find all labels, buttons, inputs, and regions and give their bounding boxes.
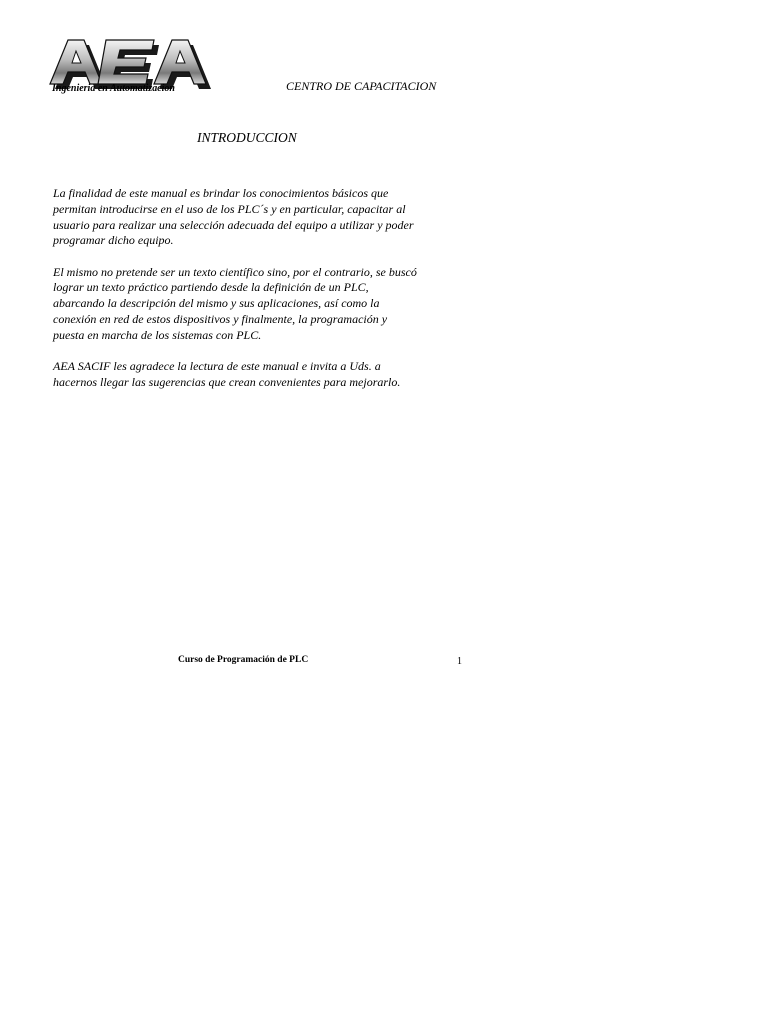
text-line: AEA SACIF les agradece la lectura de este manual e invita a Uds. a (53, 359, 381, 374)
paragraph (53, 186, 453, 249)
text-line: La finalidad de este manual es brindar los conocimientos básicos que (53, 186, 389, 200)
text-line: hacernos llegar las sugerencias que crean convenientes para mejorarlo. (53, 374, 401, 389)
text-line: lograr un texto práctico partiendo desde la definición de un PLC, (53, 280, 369, 295)
header-title: CENTRO DE CAPACITACION (286, 79, 437, 93)
text-line: conexión en red de estos dispositivos y finalmente, la programación y (53, 312, 388, 327)
paragraph (53, 265, 453, 344)
text-line: abarcando la descripción del mismo y sus aplicaciones, así como la (53, 296, 380, 311)
paragraph (53, 359, 453, 391)
text-line: programar dicho equipo. (53, 233, 174, 248)
page-number: 1 (457, 656, 462, 667)
body-text (53, 186, 453, 406)
section-title: INTRODUCCION (197, 130, 297, 145)
text-line: puesta en marcha de los sistemas con PLC. (53, 327, 262, 342)
text-line: permitan introducirse en el uso de los PLC´s y en particular, capacitar al (53, 201, 406, 216)
text-line: usuario para realizar una selección adecuada del equipo a utilizar y poder (53, 217, 414, 232)
text-line: El mismo no pretende ser un texto científico sino, por el contrario, se buscó (53, 264, 417, 279)
logo-tagline: Ingenieria en Automatizacion (52, 83, 175, 94)
footer-course-title: Curso de Programación de PLC (178, 655, 309, 665)
